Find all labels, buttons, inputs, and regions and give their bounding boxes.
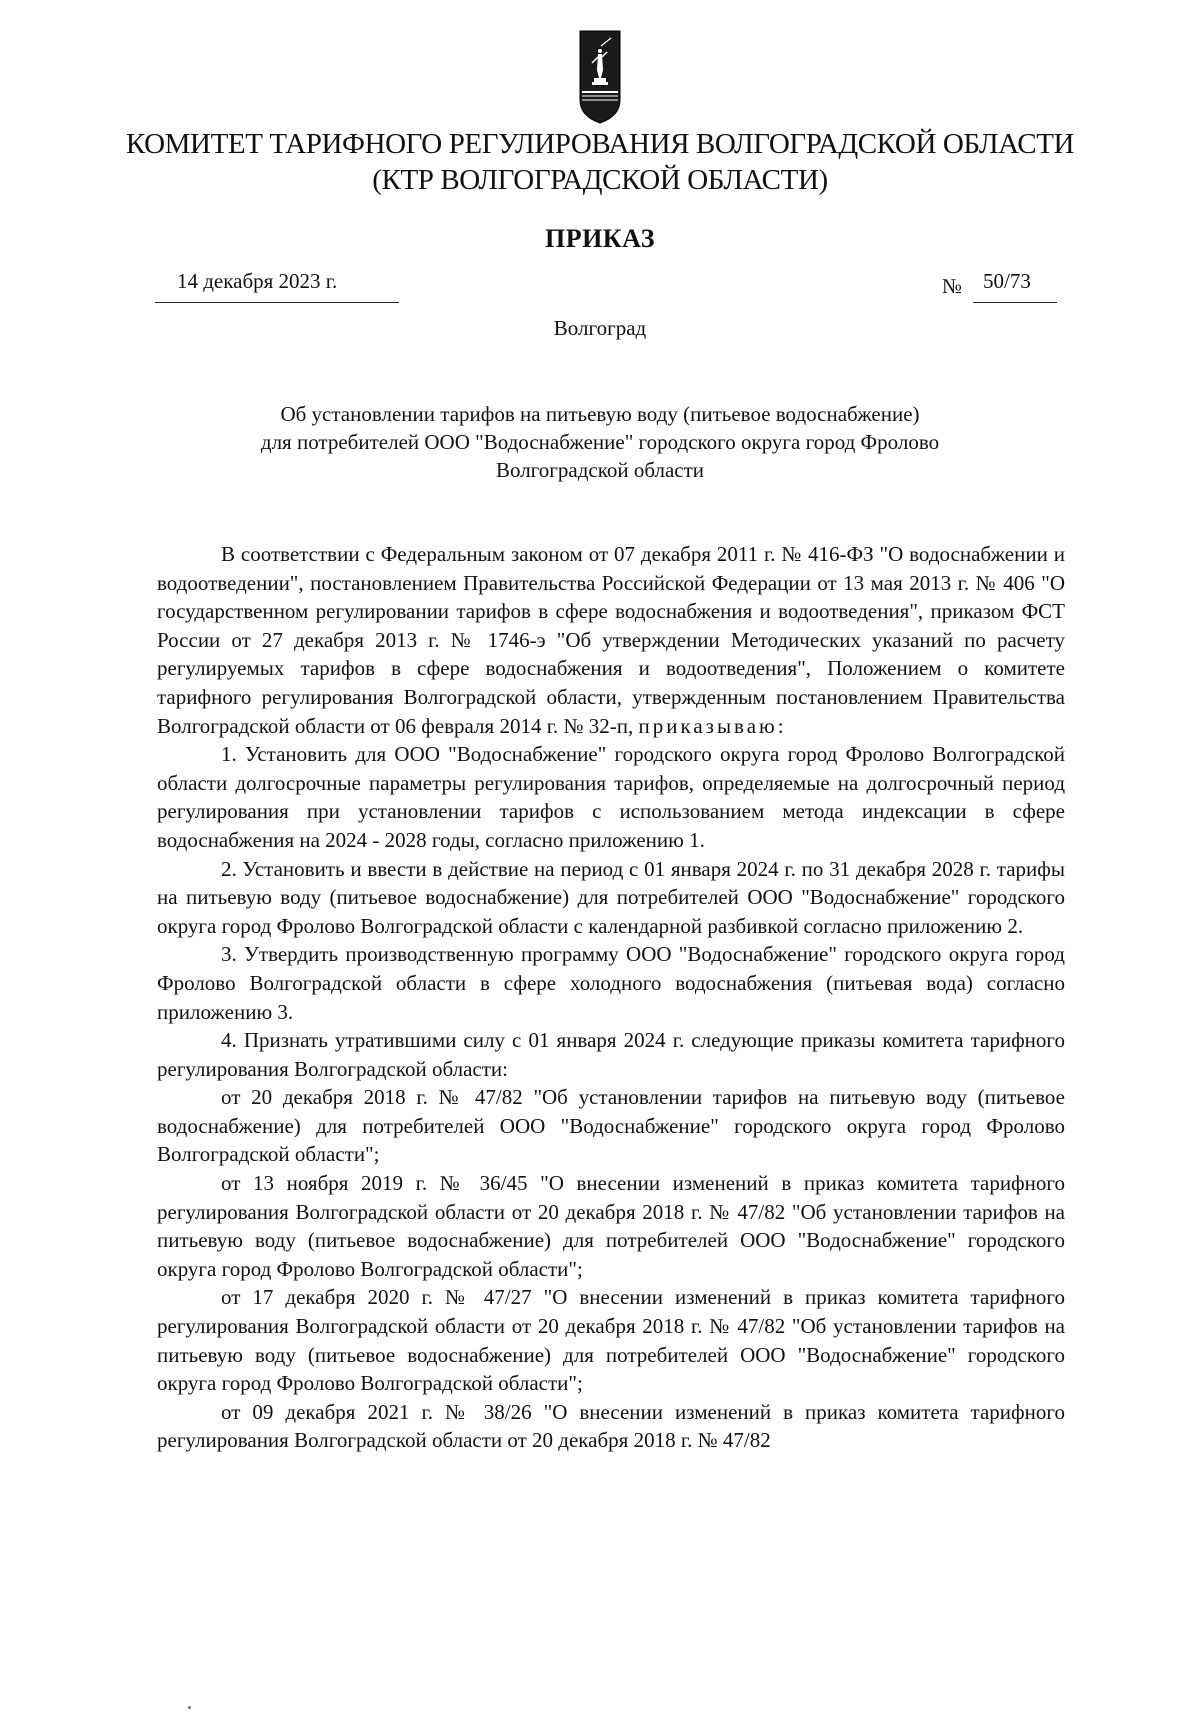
order-item: 3. Утвердить производственную программу ООО "Водоснабжение" городского округа город Фролово Волгоградской области в сфере холодного водоснабжения (питьевая вода) согласно приложению 3.	[157, 942, 1065, 1024]
preamble-text: В соответствии с Федеральным законом от 07 декабря 2011 г. № 416-ФЗ "О водоснабжении и водоотведении", постановлением Правительства Российской Федерации от 13 мая 2013 г. № 406 "О государственном регулировании тарифов в сфере водоснабжения и водоотведения", приказом ФСТ России от 27 декабря 2013 г. № 1746-э "Об утверждении Методических указаний по расчету регулируемых тарифов в сфере водоснабжения и водоотведения", Положением о комитете тарифного регулирования Волгоградской области, утвержденным постановлением Правительства Волгоградской области от 06 февраля 2014 г. № 32-п,	[157, 542, 1065, 738]
subject-line: Об установлении тарифов на питьевую воду (питьевое водоснабжение)	[280, 402, 920, 426]
repealed-order-item: от 17 декабря 2020 г. № 47/27 "О внесении изменений в приказ комитета тарифного регулирования Волгоградской области от 20 декабря 2018 г. № 47/82 "Об установлении тарифов на питьевую воду (питьевое водоснабжение) для потребителей ООО "Водоснабжение" городского округа город Фролово Волгоградской области";	[157, 1285, 1065, 1396]
document-type-title: ПРИКАЗ	[544, 224, 656, 253]
order-word: приказываю:	[638, 713, 787, 738]
organization-abbreviation: (КТР ВОЛГОГРАДСКОЙ ОБЛАСТИ)	[372, 164, 828, 196]
repealed-order-item: от 13 ноября 2019 г. № 36/45 "О внесении изменений в приказ комитета тарифного регулирования Волгоградской области от 20 декабря 2018 г. № 47/82 "Об установлении тарифов на питьевую воду (питьевое водоснабжение) для потребителей ООО "Водоснабжение" городского округа город Фролово Волгоградской области";	[157, 1171, 1065, 1281]
order-item: 4. Признать утратившими силу с 01 января 2024 г. следующие приказы комитета тарифного регулирования Волгоградской области:	[157, 1028, 1065, 1081]
document-date: 14 декабря 2023 г.	[177, 269, 338, 293]
document-city: Волгоград	[553, 316, 647, 340]
repealed-order-item: от 20 декабря 2018 г. № 47/82 "Об установлении тарифов на питьевую воду (питьевое водоснабжение) для потребителей ООО "Водоснабжение" городского округа город Фролово Волгоградской области";	[157, 1085, 1065, 1167]
document-subject	[150, 400, 1050, 484]
document-body	[157, 540, 1065, 1455]
scan-artifact	[188, 1706, 191, 1709]
preamble-paragraph	[157, 540, 1065, 740]
organization-name: КОМИТЕТ ТАРИФНОГО РЕГУЛИРОВАНИЯ ВОЛГОГРАДСКОЙ ОБЛАСТИ	[125, 128, 1075, 160]
volgograd-coat-of-arms-icon	[579, 30, 621, 124]
document-number-field	[973, 266, 1057, 303]
number-sign-label: №	[942, 274, 963, 298]
repealed-order-item: от 09 декабря 2021 г. № 38/26 "О внесении изменений в приказ комитета тарифного регулирования Волгоградской области от 20 декабря 2018 г. № 47/82	[157, 1399, 1065, 1453]
document-date-field	[155, 266, 399, 303]
subject-line: для потребителей ООО "Водоснабжение" городского округа город Фролово	[260, 430, 940, 454]
order-item: 2. Установить и ввести в действие на период с 01 января 2024 г. по 31 декабря 2028 г. тарифы на питьевую воду (питьевое водоснабжение) для потребителей ООО "Водоснабжение" городского округа город Фролово Волгоградской области с календарной разбивкой согласно приложению 2.	[157, 856, 1065, 938]
document-number: 50/73	[983, 269, 1031, 293]
subject-line: Волгоградской области	[495, 458, 705, 482]
order-item: 1. Установить для ООО "Водоснабжение" городского округа город Фролово Волгоградской области долгосрочные параметры регулирования тарифов, определяемые на долгосрочный период регулирования при установлении тарифов с использованием метода индексации в сфере водоснабжения на 2024 - 2028 годы, согласно приложению 1.	[157, 742, 1065, 852]
